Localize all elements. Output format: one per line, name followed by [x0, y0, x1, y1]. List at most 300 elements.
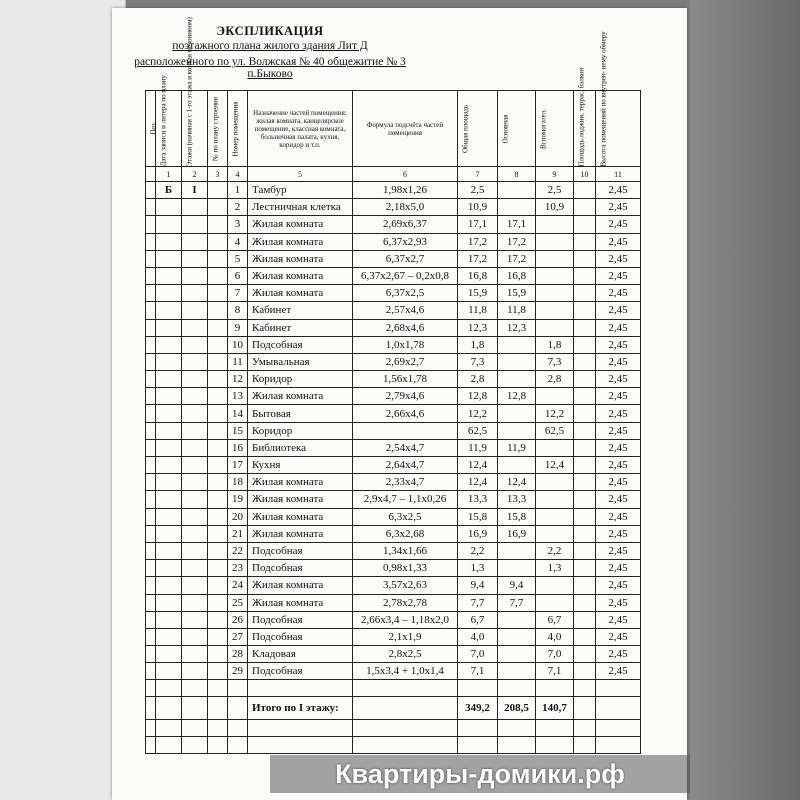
- cell-room-name: Тамбур: [248, 182, 353, 199]
- table-row: [146, 371, 641, 388]
- cell-plan: [208, 353, 228, 370]
- cell-lit: [156, 611, 182, 628]
- cell-main: 17,1: [498, 216, 536, 233]
- cell-aux: 7,0: [536, 646, 574, 663]
- cell-room-no: 26: [228, 611, 248, 628]
- header-date: Дата записи и литера по плану: [156, 91, 182, 167]
- cell-room-no: 18: [228, 474, 248, 491]
- cell-height: 2,45: [596, 233, 641, 250]
- cell-height: 2,45: [596, 285, 641, 302]
- cell-formula: 6,37х2,93: [353, 233, 458, 250]
- cell-formula: 6,3х2,5: [353, 508, 458, 525]
- cell-height: 2,45: [596, 353, 641, 370]
- cell-lit: [156, 628, 182, 645]
- cell-room-no: 21: [228, 525, 248, 542]
- cell-floor: [182, 371, 208, 388]
- cell-total: 16,9: [458, 525, 498, 542]
- cell-floor: [182, 267, 208, 284]
- cell-pos: [146, 628, 156, 645]
- cell-floor: [182, 233, 208, 250]
- cell-loggia: [574, 508, 596, 525]
- table-row: [146, 542, 641, 559]
- cell-height: 2,45: [596, 646, 641, 663]
- cell-room-name: Подсобная: [248, 663, 353, 680]
- cell-total: 17,2: [458, 250, 498, 267]
- cell-floor: [182, 336, 208, 353]
- cell-lit: [156, 560, 182, 577]
- cell-total: 1,8: [458, 336, 498, 353]
- cell-plan: [208, 474, 228, 491]
- cell-floor: [182, 439, 208, 456]
- cell-plan: [208, 405, 228, 422]
- cell-room-name: Кабинет: [248, 319, 353, 336]
- cell-aux: 7,3: [536, 353, 574, 370]
- cell-lit: [156, 267, 182, 284]
- cell-pos: [146, 405, 156, 422]
- cell-height: 2,45: [596, 663, 641, 680]
- cell-loggia: [574, 646, 596, 663]
- table-row: [146, 628, 641, 645]
- table-row: [146, 405, 641, 422]
- cell-floor: [182, 285, 208, 302]
- cell-room-no: 11: [228, 353, 248, 370]
- cell-main: 15,9: [498, 285, 536, 302]
- cell-total: 15,8: [458, 508, 498, 525]
- cell-room-name: Кладовая: [248, 646, 353, 663]
- cell-aux: [536, 474, 574, 491]
- cell-aux: [536, 285, 574, 302]
- cell-main: 16,9: [498, 525, 536, 542]
- cell-formula: 2,54х4,7: [353, 439, 458, 456]
- table-row: [146, 319, 641, 336]
- cell-main: 11,8: [498, 302, 536, 319]
- cell-room-name: Лестничная клетка: [248, 199, 353, 216]
- table-row: [146, 285, 641, 302]
- cell-total: 11,9: [458, 439, 498, 456]
- cell-loggia: [574, 474, 596, 491]
- cell-room-no: 13: [228, 388, 248, 405]
- cell-height: 2,45: [596, 508, 641, 525]
- cell-pos: [146, 371, 156, 388]
- cell-loggia: [574, 302, 596, 319]
- table-row: [146, 577, 641, 594]
- cell-room-no: 14: [228, 405, 248, 422]
- cell-lit: [156, 594, 182, 611]
- cell-plan: [208, 646, 228, 663]
- cell-loggia: [574, 250, 596, 267]
- colnum-11: 11: [596, 167, 641, 182]
- cell-floor: [182, 422, 208, 439]
- cell-room-no: 4: [228, 233, 248, 250]
- cell-height: 2,45: [596, 457, 641, 474]
- cell-plan: [208, 422, 228, 439]
- cell-plan: [208, 628, 228, 645]
- cell-loggia: [574, 560, 596, 577]
- cell-height: 2,45: [596, 611, 641, 628]
- cell-plan: [208, 319, 228, 336]
- cell-room-no: 22: [228, 542, 248, 559]
- cell-room-name: Подсобная: [248, 628, 353, 645]
- cell-lit: [156, 508, 182, 525]
- cell-formula: 1,34х1,66: [353, 542, 458, 559]
- cell-aux: [536, 267, 574, 284]
- left-page-edge: [0, 0, 126, 800]
- cell-plan: [208, 577, 228, 594]
- cell-loggia: [574, 182, 596, 199]
- cell-main: 12,3: [498, 319, 536, 336]
- cell-height: 2,45: [596, 560, 641, 577]
- table-row: [146, 508, 641, 525]
- cell-room-no: 16: [228, 439, 248, 456]
- cell-height: 2,45: [596, 199, 641, 216]
- cell-height: 2,45: [596, 302, 641, 319]
- cell-loggia: [574, 353, 596, 370]
- table-row: [146, 439, 641, 456]
- cell-pos: [146, 199, 156, 216]
- total-main: 208,5: [498, 697, 536, 720]
- colnum-3: 3: [208, 167, 228, 182]
- watermark: Квартиры-домики.рф: [270, 755, 690, 793]
- cell-room-name: Жилая комната: [248, 216, 353, 233]
- table-row: [146, 422, 641, 439]
- cell-lit: [156, 199, 182, 216]
- cell-formula: 2,8х2,5: [353, 646, 458, 663]
- cell-main: [498, 542, 536, 559]
- cell-room-name: Жилая комната: [248, 250, 353, 267]
- cell-total: 12,2: [458, 405, 498, 422]
- cell-room-name: Коридор: [248, 422, 353, 439]
- table-row: [146, 388, 641, 405]
- cell-room-name: Умывальная: [248, 353, 353, 370]
- cell-pos: [146, 216, 156, 233]
- cell-main: 16,8: [498, 267, 536, 284]
- cell-room-no: 17: [228, 457, 248, 474]
- header-plan-no: № по плану строения: [208, 91, 228, 167]
- cell-pos: [146, 182, 156, 199]
- cell-lit: [156, 542, 182, 559]
- cell-plan: [208, 267, 228, 284]
- cell-room-no: 7: [228, 285, 248, 302]
- header-formula: Формула подсчёта частей помещения: [353, 91, 458, 167]
- cell-plan: [208, 439, 228, 456]
- header-aux-area: Вспомогател.: [536, 91, 574, 167]
- cell-main: [498, 199, 536, 216]
- cell-height: 2,45: [596, 319, 641, 336]
- cell-main: [498, 560, 536, 577]
- cell-loggia: [574, 388, 596, 405]
- cell-formula: 2,68х4,6: [353, 319, 458, 336]
- cell-floor: [182, 628, 208, 645]
- cell-total: 4,0: [458, 628, 498, 645]
- cell-total: 7,3: [458, 353, 498, 370]
- cell-lit: [156, 491, 182, 508]
- table-row: [146, 474, 641, 491]
- cell-floor: [182, 646, 208, 663]
- cell-lit: [156, 388, 182, 405]
- cell-plan: [208, 457, 228, 474]
- cell-formula: 1,56х1,78: [353, 371, 458, 388]
- table-row: [146, 199, 641, 216]
- cell-plan: [208, 285, 228, 302]
- cell-main: 7,7: [498, 594, 536, 611]
- cell-pos: [146, 319, 156, 336]
- cell-lit: [156, 250, 182, 267]
- cell-main: 12,4: [498, 474, 536, 491]
- cell-total: 1,3: [458, 560, 498, 577]
- cell-lit: [156, 302, 182, 319]
- cell-main: [498, 371, 536, 388]
- cell-total: 17,1: [458, 216, 498, 233]
- cell-aux: [536, 491, 574, 508]
- header-height: Высота помещений по внутрен- нему обмеру: [596, 91, 641, 167]
- cell-aux: [536, 233, 574, 250]
- cell-main: [498, 663, 536, 680]
- header-floor: Этажи (начиная с 1-го этажа и кончая мезонином): [182, 91, 208, 167]
- header-total-area: Общая площадь: [458, 91, 498, 167]
- cell-aux: [536, 302, 574, 319]
- cell-plan: [208, 371, 228, 388]
- cell-total: 9,4: [458, 577, 498, 594]
- cell-plan: [208, 250, 228, 267]
- total-label: Итого по I этажу:: [248, 697, 353, 720]
- background-right: [690, 0, 800, 800]
- cell-aux: [536, 250, 574, 267]
- cell-formula: 2,66х4,6: [353, 405, 458, 422]
- cell-floor: [182, 216, 208, 233]
- cell-main: 12,8: [498, 388, 536, 405]
- cell-aux: 10,9: [536, 199, 574, 216]
- header-main-area: Основная: [498, 91, 536, 167]
- cell-aux: 12,2: [536, 405, 574, 422]
- cell-loggia: [574, 199, 596, 216]
- cell-room-name: Коридор: [248, 371, 353, 388]
- cell-room-name: Жилая комната: [248, 388, 353, 405]
- cell-aux: 1,3: [536, 560, 574, 577]
- cell-plan: [208, 491, 228, 508]
- cell-floor: [182, 353, 208, 370]
- cell-room-no: 15: [228, 422, 248, 439]
- cell-lit: [156, 405, 182, 422]
- cell-formula: 2,64х4,7: [353, 457, 458, 474]
- cell-room-name: Подсобная: [248, 336, 353, 353]
- table-row: [146, 250, 641, 267]
- total-row: [146, 697, 641, 720]
- cell-formula: 3,57х2,63: [353, 577, 458, 594]
- cell-height: 2,45: [596, 439, 641, 456]
- cell-main: 17,2: [498, 250, 536, 267]
- cell-aux: 4,0: [536, 628, 574, 645]
- header-room-no: Номер помещения: [228, 91, 248, 167]
- cell-total: 12,8: [458, 388, 498, 405]
- cell-plan: [208, 233, 228, 250]
- cell-height: 2,45: [596, 577, 641, 594]
- cell-loggia: [574, 457, 596, 474]
- cell-total: 7,0: [458, 646, 498, 663]
- cell-main: [498, 611, 536, 628]
- cell-room-no: 8: [228, 302, 248, 319]
- cell-aux: 62,5: [536, 422, 574, 439]
- cell-room-name: Кухня: [248, 457, 353, 474]
- table-row: [146, 594, 641, 611]
- cell-formula: 6,37х2,5: [353, 285, 458, 302]
- cell-room-name: Жилая комната: [248, 525, 353, 542]
- cell-floor: [182, 457, 208, 474]
- cell-formula: 2,79х4,6: [353, 388, 458, 405]
- cell-formula: 1,98х1,26: [353, 182, 458, 199]
- cell-formula: 2,69х6,37: [353, 216, 458, 233]
- cell-pos: [146, 663, 156, 680]
- colnum-4: 4: [228, 167, 248, 182]
- cell-total: 62,5: [458, 422, 498, 439]
- cell-formula: 2,78х2,78: [353, 594, 458, 611]
- cell-loggia: [574, 216, 596, 233]
- table-row: [146, 216, 641, 233]
- cell-formula: 2,1х1,9: [353, 628, 458, 645]
- cell-room-name: Жилая комната: [248, 267, 353, 284]
- cell-floor: [182, 491, 208, 508]
- cell-floor: [182, 388, 208, 405]
- cell-height: 2,45: [596, 267, 641, 284]
- cell-loggia: [574, 422, 596, 439]
- table-row: [146, 267, 641, 284]
- cell-pos: [146, 525, 156, 542]
- cell-plan: [208, 525, 228, 542]
- cell-main: 13,3: [498, 491, 536, 508]
- cell-total: 7,7: [458, 594, 498, 611]
- cell-pos: [146, 353, 156, 370]
- cell-floor: [182, 250, 208, 267]
- cell-floor: [182, 663, 208, 680]
- cell-total: 12,3: [458, 319, 498, 336]
- cell-lit: [156, 233, 182, 250]
- cell-total: 17,2: [458, 233, 498, 250]
- document-address: расположенного по ул. Волжская № 40 общежитие № 3 п.Быково: [134, 56, 406, 80]
- cell-lit: [156, 577, 182, 594]
- cell-floor: [182, 405, 208, 422]
- cell-lit: [156, 319, 182, 336]
- cell-main: [498, 422, 536, 439]
- cell-total: 12,4: [458, 474, 498, 491]
- cell-loggia: [574, 594, 596, 611]
- cell-lit: [156, 646, 182, 663]
- cell-aux: [536, 388, 574, 405]
- cell-floor: [182, 302, 208, 319]
- table-row: [146, 560, 641, 577]
- cell-formula: 6,37х2,7: [353, 250, 458, 267]
- cell-plan: [208, 216, 228, 233]
- document-subtitle: поэтажного плана жилого здания Лит Д: [172, 40, 368, 52]
- cell-pos: [146, 457, 156, 474]
- cell-main: [498, 628, 536, 645]
- cell-formula: [353, 422, 458, 439]
- cell-height: 2,45: [596, 542, 641, 559]
- cell-aux: 6,7: [536, 611, 574, 628]
- cell-main: 17,2: [498, 233, 536, 250]
- cell-total: 2,8: [458, 371, 498, 388]
- cell-formula: 1,0х1,78: [353, 336, 458, 353]
- total-aux: 140,7: [536, 697, 574, 720]
- cell-room-no: 19: [228, 491, 248, 508]
- cell-room-no: 2: [228, 199, 248, 216]
- table-row: [146, 233, 641, 250]
- cell-total: 2,2: [458, 542, 498, 559]
- cell-pos: [146, 508, 156, 525]
- header-loggia: Площадь лоджии, террас, балкон: [574, 91, 596, 167]
- cell-height: 2,45: [596, 405, 641, 422]
- cell-main: [498, 646, 536, 663]
- cell-room-no: 12: [228, 371, 248, 388]
- cell-room-no: 20: [228, 508, 248, 525]
- header-purpose: Назначение частей помещения: жилая комната, канцелярское помещение, классная комната, больничная палата, кухня, коридор и т.п.: [248, 91, 353, 167]
- cell-loggia: [574, 233, 596, 250]
- cell-pos: [146, 285, 156, 302]
- cell-floor: [182, 611, 208, 628]
- colnum-8: 8: [498, 167, 536, 182]
- cell-room-no: 3: [228, 216, 248, 233]
- cell-pos: [146, 336, 156, 353]
- cell-pos: [146, 646, 156, 663]
- cell-formula: 6,37х2,67 – 0,2х0,8: [353, 267, 458, 284]
- cell-plan: [208, 594, 228, 611]
- cell-aux: 2,2: [536, 542, 574, 559]
- cell-plan: [208, 611, 228, 628]
- cell-floor: [182, 199, 208, 216]
- cell-formula: 2,57х4,6: [353, 302, 458, 319]
- cell-pos: [146, 577, 156, 594]
- cell-lit: [156, 525, 182, 542]
- table-row: [146, 302, 641, 319]
- cell-plan: [208, 508, 228, 525]
- cell-total: 13,3: [458, 491, 498, 508]
- cell-loggia: [574, 542, 596, 559]
- cell-formula: 2,18х5,0: [353, 199, 458, 216]
- table-row: [146, 611, 641, 628]
- cell-aux: [536, 577, 574, 594]
- cell-room-name: Жилая комната: [248, 577, 353, 594]
- cell-room-no: 23: [228, 560, 248, 577]
- cell-main: [498, 182, 536, 199]
- cell-room-name: Жилая комната: [248, 491, 353, 508]
- cell-aux: 1,8: [536, 336, 574, 353]
- cell-aux: 7,1: [536, 663, 574, 680]
- cell-total: 6,7: [458, 611, 498, 628]
- cell-room-no: 6: [228, 267, 248, 284]
- cell-aux: [536, 439, 574, 456]
- cell-lit: [156, 439, 182, 456]
- table-row: [146, 457, 641, 474]
- cell-total: 11,8: [458, 302, 498, 319]
- cell-loggia: [574, 611, 596, 628]
- cell-formula: 2,33х4,7: [353, 474, 458, 491]
- cell-height: 2,45: [596, 628, 641, 645]
- cell-aux: [536, 319, 574, 336]
- cell-pos: [146, 491, 156, 508]
- cell-total: 7,1: [458, 663, 498, 680]
- cell-main: [498, 353, 536, 370]
- cell-pos: [146, 388, 156, 405]
- cell-formula: 2,69х2,7: [353, 353, 458, 370]
- cell-pos: [146, 250, 156, 267]
- colnum-9: 9: [536, 167, 574, 182]
- cell-pos: [146, 474, 156, 491]
- cell-pos: [146, 267, 156, 284]
- cell-room-no: 28: [228, 646, 248, 663]
- cell-formula: 1,5х3,4 + 1,0х1,4: [353, 663, 458, 680]
- cell-room-no: 5: [228, 250, 248, 267]
- cell-height: 2,45: [596, 422, 641, 439]
- cell-room-name: Жилая комната: [248, 474, 353, 491]
- cell-pos: [146, 542, 156, 559]
